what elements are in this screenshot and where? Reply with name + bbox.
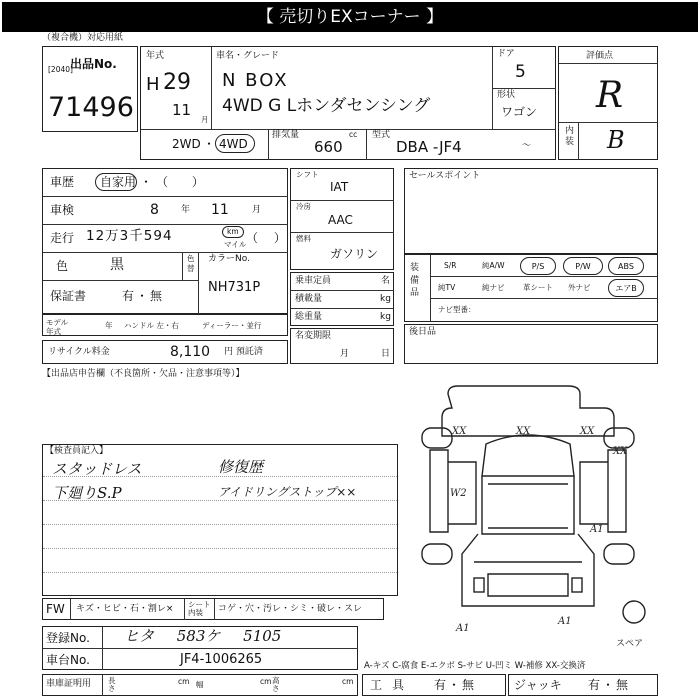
- jack-value: 有・無: [588, 678, 631, 692]
- year-month-suffix: 月: [201, 115, 209, 124]
- load-label: 積載量: [295, 294, 323, 304]
- diagram-mark-6: A1: [590, 524, 604, 535]
- model-year-label: モデル年式: [46, 318, 69, 336]
- model-label: 車名・グレード: [216, 51, 280, 61]
- shaken-year-unit: 年: [181, 205, 191, 215]
- lot-code: [2040]: [48, 65, 73, 74]
- car-damage-diagram: [408, 384, 658, 646]
- inspector-note-2: 下廻りS.P: [52, 484, 122, 502]
- eq-airbag: エアB: [608, 279, 644, 297]
- equipment-label: 装備品: [410, 263, 420, 299]
- year-month: 11: [172, 101, 192, 119]
- score-value: R: [596, 75, 624, 116]
- drive-dot: ・: [203, 137, 216, 151]
- diagram-mark-8: A1: [558, 616, 572, 627]
- displacement-label: 排気量: [272, 130, 300, 140]
- diagram-mark-7: A1: [456, 623, 470, 634]
- eq-alloy: 純A/W: [482, 261, 505, 270]
- lot-number: 71496: [48, 92, 134, 123]
- cert-width-unit: cm: [260, 677, 272, 686]
- eq-tv: 純TV: [438, 283, 456, 292]
- mile-unit: マイル: [224, 240, 247, 249]
- recycle-label: リサイクル料金: [48, 347, 110, 357]
- fuel-value: ガソリン: [330, 247, 379, 261]
- tools-value: 有・無: [434, 678, 477, 692]
- shaken-year: 8: [150, 202, 159, 218]
- recycle-value: 8,110: [170, 344, 211, 360]
- fw-label: FW: [46, 602, 65, 616]
- dealer: ディーラー・並行: [202, 321, 262, 330]
- weight-unit: kg: [380, 312, 391, 322]
- chassis-value: JF4-1006265: [180, 652, 263, 667]
- lot-label: 出品No.: [70, 57, 117, 71]
- spare-label: スペア: [616, 639, 644, 649]
- inspector-label: 【検査員記入】: [45, 446, 109, 456]
- interior-label: 内装: [565, 126, 575, 148]
- jack-label: ジャッキ: [514, 678, 562, 692]
- later-items-box: [404, 324, 658, 364]
- cert-height-unit: cm: [342, 677, 354, 686]
- drive-2wd: 2WD: [172, 137, 201, 151]
- seat-label: シート内装: [188, 600, 211, 618]
- diagram-mark-5: W2: [450, 488, 467, 499]
- shaken-label: 車検: [50, 203, 75, 217]
- inspector-note-4: アイドリングストップ××: [218, 485, 357, 499]
- damage-legend: A-キズ C-腐食 E-エクボ S-サビ U-凹ミ W-補修 XX-交換済: [364, 661, 586, 671]
- diagram-mark-2: XX: [516, 426, 531, 437]
- cert-height: 高さ: [272, 676, 280, 694]
- shaken-month: 11: [211, 202, 229, 218]
- load-unit: kg: [380, 294, 391, 304]
- km-unit: km: [227, 227, 239, 236]
- diagram-mark-4: XX: [613, 446, 628, 457]
- fuel-label: 燃料: [296, 234, 311, 243]
- garage-cert-label: 車庫証明用: [46, 679, 92, 689]
- recycle-unit: 円 預託済: [224, 347, 263, 357]
- color-value: 黒: [110, 257, 124, 273]
- registration-label: 登録No.: [46, 631, 90, 645]
- drive-4wd: 4WD: [219, 137, 248, 151]
- displacement-unit: cc: [349, 130, 358, 139]
- color-no-label: カラーNo.: [208, 254, 250, 264]
- mileage-label: 走行: [50, 231, 75, 245]
- shaken-month-unit: 月: [252, 205, 262, 215]
- color-no: NH731P: [208, 280, 261, 295]
- eq-ps: P/S: [520, 257, 556, 275]
- history-rest: ・（ ）: [140, 175, 214, 189]
- doors-label: ドア: [497, 49, 515, 59]
- year-era: H: [146, 74, 160, 95]
- inspector-note-1: スタッドレス: [52, 460, 142, 478]
- seat-text: コゲ・穴・汚レ・シミ・破レ・スレ: [218, 604, 363, 614]
- name-change-day: 日: [381, 349, 391, 359]
- fw-text: キズ・ヒビ・石・割レ×: [76, 604, 174, 614]
- later-items-label: 後日品: [409, 327, 437, 337]
- eq-abs: ABS: [608, 257, 644, 275]
- score-label: 評価点: [586, 51, 614, 61]
- mileage-value: 12万3千594: [86, 228, 173, 244]
- eq-navi: 純ナビ: [482, 283, 505, 292]
- shape-value: ワゴン: [501, 105, 538, 119]
- cert-length: 長さ: [108, 676, 116, 694]
- capacity-unit: 名: [381, 276, 391, 286]
- color-label: 色: [56, 259, 69, 273]
- shift-label: シフト: [296, 170, 319, 179]
- cert-width: 幅: [196, 680, 204, 689]
- model-type-value: DBA -JF4: [396, 138, 462, 156]
- diagram-mark-1: XX: [452, 426, 467, 437]
- model-type-mark: 〜: [522, 141, 532, 151]
- weight-label: 総重量: [295, 312, 323, 322]
- model-type-label: 型式: [372, 130, 391, 140]
- handle: ハンドル 左・右: [124, 321, 179, 330]
- aircon-value: AAC: [328, 213, 353, 227]
- eq-ext-navi: 外ナビ: [568, 283, 591, 292]
- history-label: 車歴: [50, 175, 75, 189]
- history-value: 自家用: [100, 175, 137, 189]
- name-change-month: 月: [340, 349, 350, 359]
- multi-paper-note: （複合機）対応用紙: [42, 33, 124, 43]
- remarks-label: 【出品店申告欄（不良箇所・欠品・注意事項等）】: [42, 369, 245, 379]
- year-value: 29: [163, 70, 191, 95]
- inspector-note-3: 修復歴: [218, 458, 264, 476]
- registration-value: ヒタ 583ケ 5105: [124, 627, 282, 645]
- name-change-label: 名変期限: [295, 331, 332, 341]
- eq-sr: S/R: [444, 261, 457, 270]
- warranty-label: 保証書: [50, 289, 87, 303]
- doors-value: 5: [515, 62, 526, 82]
- year-label: 年式: [146, 51, 165, 61]
- title-banner: [2, 2, 698, 32]
- displacement-value: 660: [314, 138, 343, 156]
- tools-label: 工具: [370, 678, 415, 692]
- mileage-paren: （ ）: [246, 231, 292, 245]
- diagram-mark-3: XX: [580, 426, 595, 437]
- model-name: N BOX: [222, 70, 289, 91]
- cert-length-unit: cm: [178, 677, 190, 686]
- eq-navi-model: ナビ型番：: [438, 305, 476, 314]
- capacity-label: 乗車定員: [295, 276, 332, 286]
- model-year-unit: 年: [105, 321, 113, 330]
- eq-leather: 革シート: [523, 283, 553, 292]
- eq-pw: P/W: [563, 257, 603, 275]
- model-grade: 4WD G Lホンダセンシング: [222, 96, 431, 116]
- sales-point-label: セールスポイント: [409, 171, 481, 181]
- color-change-label: 色替: [187, 254, 195, 273]
- chassis-label: 車台No.: [46, 653, 90, 667]
- interior-value: B: [607, 126, 625, 154]
- shift-value: IAT: [330, 180, 349, 194]
- warranty-value: 有・無: [122, 289, 165, 303]
- aircon-label: 冷房: [296, 202, 311, 211]
- banner-title: 【 売切りEXコーナー 】: [256, 7, 444, 27]
- shape-label: 形状: [497, 90, 516, 100]
